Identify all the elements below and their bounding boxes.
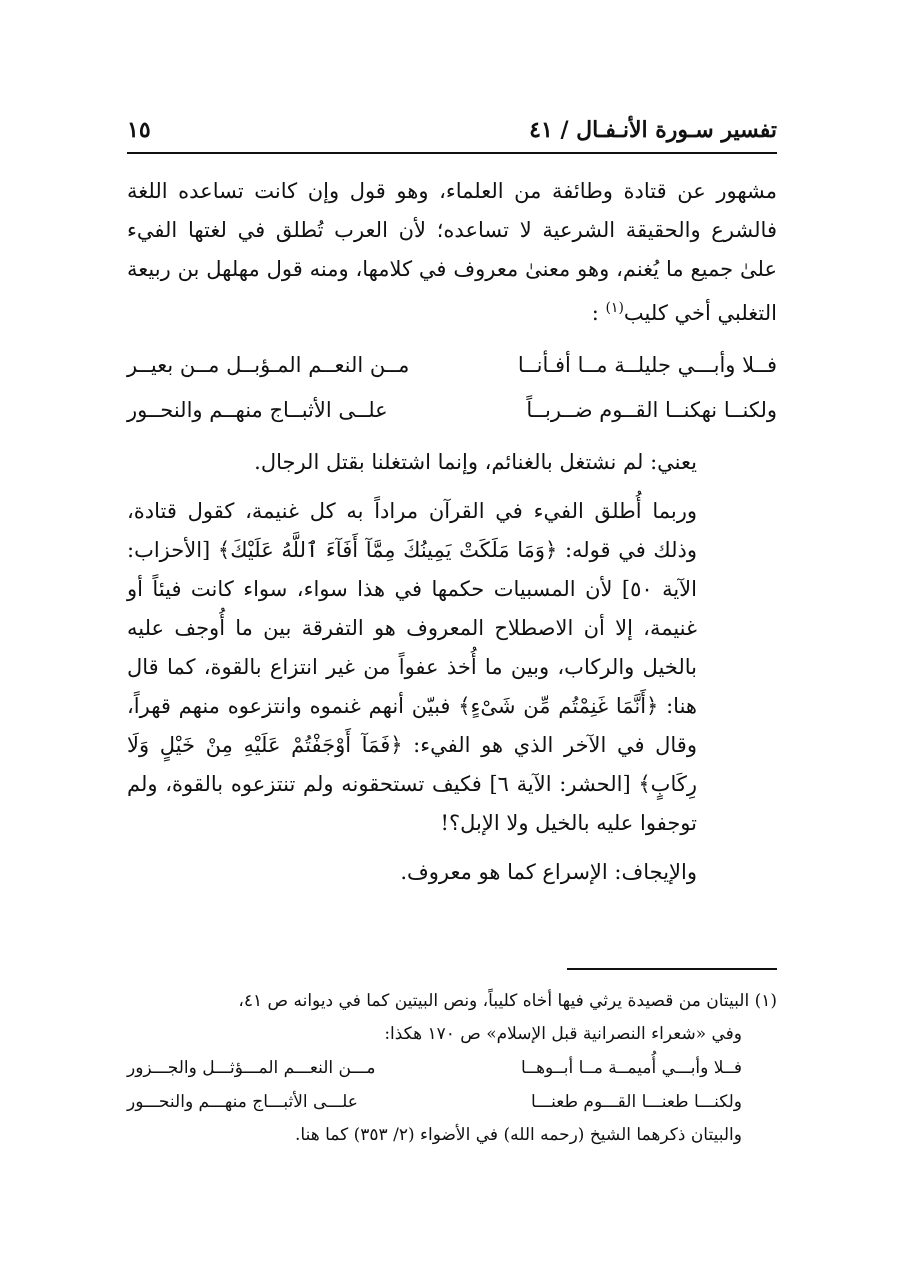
poem-first-hemistich: فــلا وأبـــي جليلــة مــا أفـأنــا bbox=[517, 353, 777, 377]
footnote-poem-second-hemistich: علـــى الأثبـــاج منهـــم والنحـــور bbox=[127, 1091, 358, 1112]
paragraph-1 bbox=[127, 172, 777, 333]
footnote-marker: (١) bbox=[605, 300, 624, 316]
running-title: تفسير سـورة الأنـفـال / ٤١ bbox=[529, 117, 777, 143]
poem bbox=[127, 343, 777, 433]
footnote-line-2: وفي «شعراء النصرانية قبل الإسلام» ص ١٧٠ هكذا: bbox=[384, 1024, 742, 1044]
poem-line bbox=[127, 388, 777, 433]
footnote-poem-line bbox=[127, 1051, 777, 1085]
footnote-divider bbox=[567, 968, 777, 970]
paragraph-3: وربما أُطلق الفيء في القرآن مراداً به كل غنيمة، كقول قتادة، وذلك في قوله: ﴿وَمَا مَلَكَتْ يَمِينُكَ مِمَّآ أَفَآءَ ٱللَّهُ عَلَيْكَ﴾ [الأحزاب: الآية ٥٠] لأن المسبيات حكمها في هذا سواء، سواء كانت فيئاً أو غنيمة، إلا أن الاصطلاح المعروف هو التفرقة بين ما أُوجف عليه بالخيل والركاب، وبين ما أُخذ عفواً من غير انتزاع بالقوة، كما قال هنا: ﴿أَنَّمَا غَنِمْتُم مِّن شَىْءٍ﴾ فبيّن أنهم غنموه وانتزعوه منهم قهراً، وقال في الآخر الذي هو الفيء: ﴿فَمَآ أَوْجَفْتُمْ عَلَيْهِ مِنْ خَيْلٍ وَلَا رِكَابٍ﴾ [الحشر: الآية ٦] فكيف تستحقونه ولم تنتزعوه بالقوة، ولم توجفوا عليه بالخيل ولا الإبل؟! bbox=[127, 499, 697, 835]
footnote-poem-second-hemistich: مـــن النعـــم المـــؤثـــل والجـــزور bbox=[127, 1057, 376, 1078]
footnotes bbox=[127, 985, 777, 1152]
main-text bbox=[127, 172, 777, 892]
paragraph-4: والإيجاف: الإسراع كما هو معروف. bbox=[400, 860, 697, 884]
footnote-poem-first-hemistich: ولكنـــا طعنـــا القـــوم طعنـــا bbox=[531, 1091, 742, 1112]
page-number: ١٥ bbox=[127, 117, 151, 143]
page-header bbox=[127, 110, 777, 150]
poem-first-hemistich: ولكنــا نهكنــا القــوم ضــربــاً bbox=[526, 398, 777, 422]
poem-second-hemistich: مــن النعــم المـؤبــل مــن بعيــر bbox=[127, 353, 410, 377]
paragraph-2: يعني: لم نشتغل بالغنائم، وإنما اشتغلنا بقتل الرجال. bbox=[254, 450, 697, 474]
poem-second-hemistich: علــى الأثبــاج منهــم والنحــور bbox=[127, 398, 388, 422]
footnote-line-3: والبيتان ذكرهما الشيخ (رحمه الله) في الأضواء (٢/ ٣٥٣) كما هنا. bbox=[295, 1125, 742, 1145]
footnote-poem-line bbox=[127, 1085, 777, 1119]
footnote-line-1: (١) البيتان من قصيدة يرثي فيها أخاه كليباً، ونص البيتين كما في ديوانه ص ٤١، bbox=[238, 991, 777, 1011]
paragraph-1-text: مشهور عن قتادة وطائفة من العلماء، وهو قول وإن كانت تساعده اللغة فالشرع والحقيقة الشرعية لا تساعده؛ لأن العرب تُطلق في لغتها الفيء علىٰ جميع ما يُغنم، وهو معنىٰ معروف في كلامها، ومنه قول مهلهل بن ربيعة التغلبي أخي كليب bbox=[127, 179, 777, 325]
footnote-poem-first-hemistich: فــلا وأبـــي أُميمــة مــا أبــوهــا bbox=[520, 1057, 742, 1078]
poem-line bbox=[127, 343, 777, 388]
header-divider bbox=[127, 152, 777, 154]
paragraph-1-colon: : bbox=[591, 301, 599, 325]
